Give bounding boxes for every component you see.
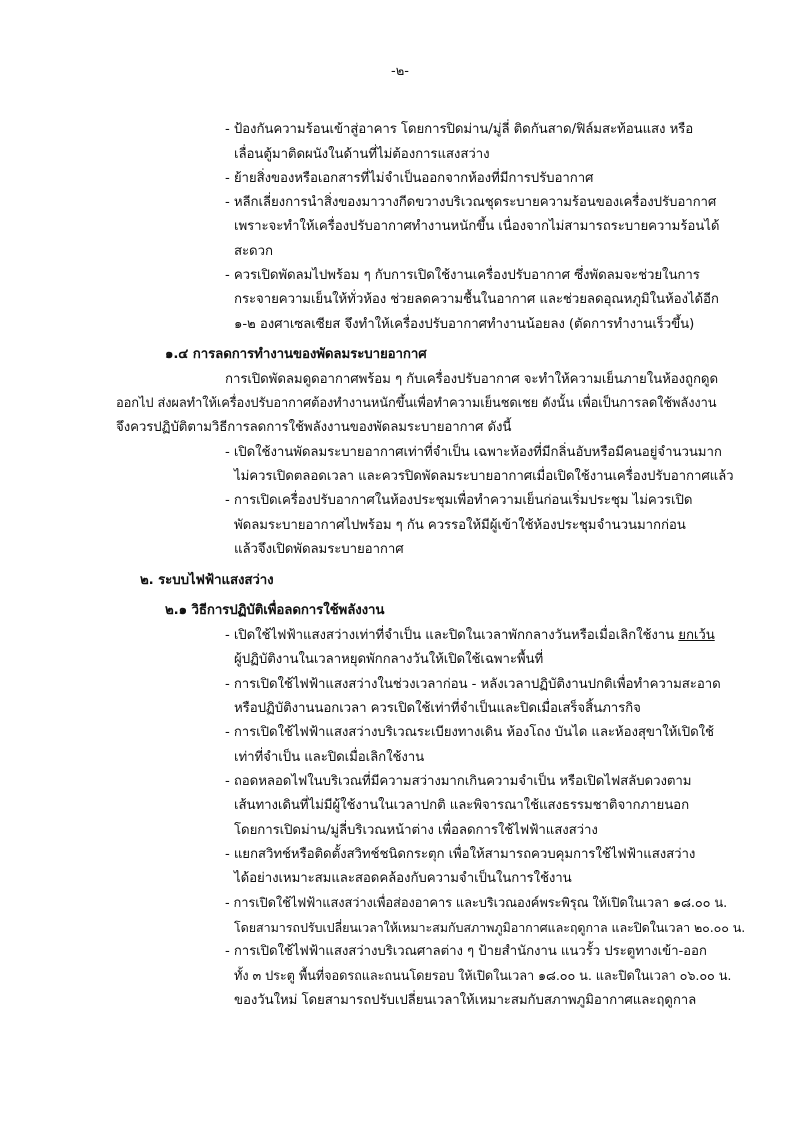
page-number: -๒- bbox=[391, 64, 409, 79]
section-heading: ๒. ระบบไฟฟ้าแสงสว่าง bbox=[140, 573, 274, 588]
bullet-text: - เปิดใช้ไฟฟ้าแสงสว่างเท่าที่จำเป็น และปิดในเวลาพักกลางวันหรือเมื่อเลิกใช้งาน bbox=[225, 628, 679, 643]
bullet-line: ผู้ปฏิบัติงานในเวลาหยุดพักกลางวันให้เปิดใช้เฉพาะพื้นที่ bbox=[234, 652, 544, 667]
bullet-line: ทั้ง ๓ ประตู พื้นที่จอดรถและถนนโดยรอบ ให้เปิดในเวลา ๑๘.๐๐ น. และปิดในเวลา ๐๖.๐๐ น. bbox=[234, 969, 732, 984]
bullet-line: พัดลมระบายอากาศไปพร้อม ๆ กัน ควรรอให้มีผู้เข้าใช้ห้องประชุมจำนวนมากก่อน bbox=[234, 518, 686, 533]
bullet-line: - เปิดใช้งานพัดลมระบายอากาศเท่าที่จำเป็น เฉพาะห้องที่มีกลิ่นอับหรือมีคนอยู่จำนวนมาก bbox=[225, 445, 722, 460]
bullet-line: ได้อย่างเหมาะสมและสอดคล้องกับความจำเป็นในการใช้งาน bbox=[234, 871, 572, 886]
subsection-heading: ๒.๑ วิธีการปฏิบัติเพื่อลดการใช้พลังงาน bbox=[165, 603, 385, 618]
bullet-line: ไม่ควรเปิดตลอดเวลา และควรปิดพัดลมระบายอากาศเมื่อเปิดใช้งานเครื่องปรับอากาศแล้ว bbox=[234, 469, 734, 484]
bullet-line: - การเปิดใช้ไฟฟ้าแสงสว่างบริเวณระเบียงทางเดิน ห้องโถง บันได และห้องสุขาให้เปิดใช้ bbox=[225, 725, 714, 740]
bullet-line: - แยกสวิทช์หรือติดตั้งสวิทช์ชนิดกระตุก เพื่อให้สามารถควบคุมการใช้ไฟฟ้าแสงสว่าง bbox=[225, 847, 696, 862]
bullet-line: - ย้ายสิ่งของหรือเอกสารที่ไม่จำเป็นออกจากห้องที่มีการปรับอากาศ bbox=[225, 171, 594, 186]
bullet-line: - หลีกเลี่ยงการนำสิ่งของมาวางกีดขวางบริเวณชุดระบายความร้อนของเครื่องปรับอากาศ bbox=[225, 195, 717, 210]
paragraph-line: ออกไป ส่งผลทำให้เครื่องปรับอากาศต้องทำงานหนักขึ้นเพื่อทำความเย็นชดเชย ดังนั้น เพื่อเป็นการลดใช้พลังงาน bbox=[116, 396, 717, 411]
bullet-line: - การเปิดใช้ไฟฟ้าแสงสว่างเพื่อส่องอาคาร และบริเวณองค์พระพิรุณ ให้เปิดในเวลา ๑๘.๐๐ น. bbox=[225, 896, 728, 911]
bullet-line: โดยการเปิดม่าน/มู่ลี่บริเวณหน้าต่าง เพื่อลดการใช้ไฟฟ้าแสงสว่าง bbox=[234, 823, 598, 838]
bullet-line: ของวันใหม่ โดยสามารถปรับเปลี่ยนเวลาให้เหมาะสมกับสภาพภูมิอากาศและฤดูกาล bbox=[234, 993, 697, 1008]
bullet-line: - การเปิดใช้ไฟฟ้าแสงสว่างบริเวณศาลต่าง ๆ ป้ายสำนักงาน แนวรั้ว ประตูทางเข้า-ออก bbox=[225, 944, 707, 959]
bullet-line: เท่าที่จำเป็น และปิดเมื่อเลิกใช้งาน bbox=[234, 750, 425, 765]
bullet-line: กระจายความเย็นให้ทั่วห้อง ช่วยลดความชื้นในอากาศ และช่วยลดอุณหภูมิในห้องได้อีก bbox=[234, 292, 719, 307]
section-heading: ๑.๔ การลดการทำงานของพัดลมระบายอากาศ bbox=[165, 347, 427, 362]
bullet-line: ๑-๒ องศาเซลเซียส จึงทำให้เครื่องปรับอากาศทำงานน้อยลง (ตัดการทำงานเร็วขึ้น) bbox=[234, 317, 695, 332]
bullet-line bbox=[225, 624, 715, 648]
bullet-line: สะดวก bbox=[234, 244, 273, 259]
paragraph-line: การเปิดพัดลมดูดอากาศพร้อม ๆ กับเครื่องปรับอากาศ จะทำให้ความเย็นภายในห้องถูกดูด bbox=[225, 372, 718, 387]
bullet-line: - ป้องกันความร้อนเข้าสู่อาคาร โดยการปิดม่าน/มู่ลี่ ติดกันสาด/ฟิล์มสะท้อนแสง หรือ bbox=[225, 122, 694, 137]
bullet-line: เส้นทางเดินที่ไม่มีผู้ใช้งานในเวลาปกติ และพิจารณาใช้แสงธรรมชาติจากภายนอก bbox=[234, 798, 690, 813]
bullet-line: หรือปฏิบัติงานนอกเวลา ควรเปิดใช้เท่าที่จำเป็นและปิดเมื่อเสร็จสิ้นภารกิจ bbox=[234, 701, 641, 716]
bullet-line: - การเปิดใช้ไฟฟ้าแสงสว่างในช่วงเวลาก่อน - หลังเวลาปฏิบัติงานปกติเพื่อทำความสะอาด bbox=[225, 677, 721, 692]
paragraph-line: จึงควรปฏิบัติตามวิธีการลดการใช้พลังงานของพัดลมระบายอากาศ ดังนี้ bbox=[116, 420, 512, 435]
bullet-line: เพราะจะทำให้เครื่องปรับอากาศทำงานหนักขึ้น เนื่องจากไม่สามารถระบายความร้อนได้ bbox=[234, 219, 720, 234]
bullet-line: โดยสามารถปรับเปลี่ยนเวลาให้เหมาะสมกับสภาพภูมิอากาศและฤดูกาล และปิดในเวลา ๒๐.๐๐ น. bbox=[234, 920, 746, 935]
underlined-text: ยกเว้น bbox=[678, 628, 715, 643]
bullet-line: - ถอดหลอดไฟในบริเวณที่มีความสว่างมากเกินความจำเป็น หรือเปิดไฟสลับดวงตาม bbox=[225, 774, 692, 789]
bullet-line: - การเปิดเครื่องปรับอากาศในห้องประชุมเพื่อทำความเย็นก่อนเริ่มประชุม ไม่ควรเปิด bbox=[225, 493, 693, 508]
bullet-line: - ควรเปิดพัดลมไปพร้อม ๆ กับการเปิดใช้งานเครื่องปรับอากาศ ซึ่งพัดลมจะช่วยในการ bbox=[225, 268, 700, 283]
bullet-line: เลื่อนตู้มาติดผนังในด้านที่ไม่ต้องการแสงสว่าง bbox=[234, 147, 490, 162]
bullet-line: แล้วจึงเปิดพัดลมระบายอากาศ bbox=[234, 542, 404, 557]
